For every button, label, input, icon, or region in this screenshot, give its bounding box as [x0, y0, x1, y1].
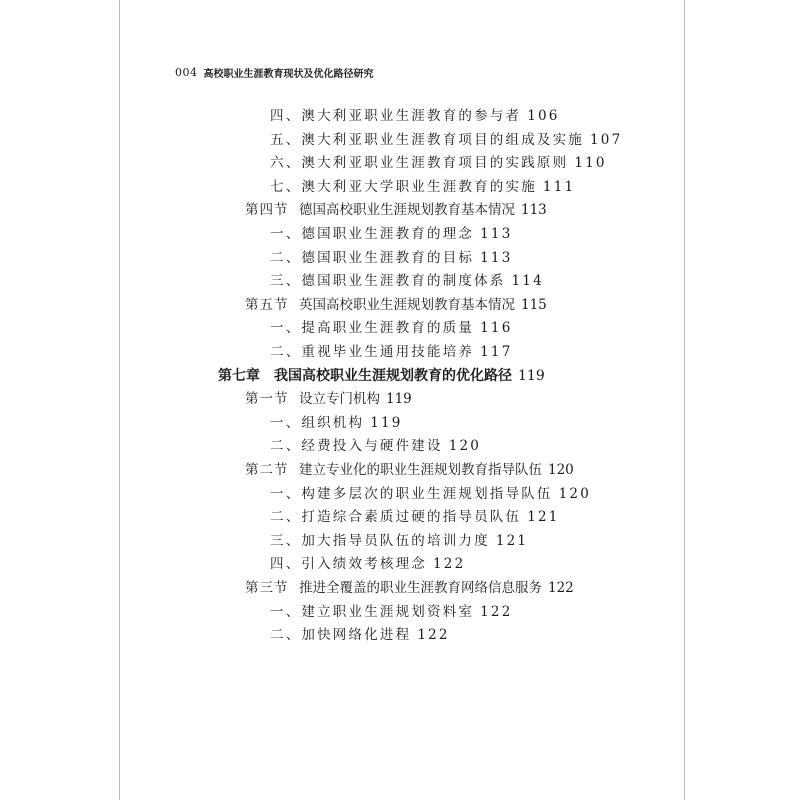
toc-entry-title: 建立职业生涯规划资料室: [301, 603, 475, 620]
toc-entry-label: 第三节: [245, 580, 289, 596]
toc-subsection-entry: [270, 341, 512, 363]
toc-entry-label: 二、: [270, 438, 302, 455]
toc-entry-page: 120: [548, 462, 574, 478]
toc-entry-title: 我国高校职业生涯规划教育的优化路径: [274, 367, 512, 384]
toc-subsection-entry: [270, 270, 544, 292]
toc-entry-title: 组织机构: [301, 414, 365, 431]
toc-chapter-entry: [218, 365, 545, 387]
toc-entry-title: 澳大利亚职业生涯教育的参与者: [301, 108, 522, 124]
toc-entry-label: 二、: [270, 627, 302, 644]
toc-entry-title: 德国职业生涯教育的理念: [301, 226, 475, 242]
toc-entry-page: 113: [521, 202, 547, 219]
toc-subsection-entry: [270, 624, 450, 646]
toc-subsection-entry: [270, 553, 465, 575]
toc-entry-label: 二、: [270, 344, 302, 360]
toc-subsection-entry: [270, 247, 512, 269]
header-page-number: 004: [175, 65, 198, 79]
toc-entry-title: 引入绩效考核理念: [301, 556, 428, 573]
toc-subsection-entry: [270, 483, 591, 505]
toc-entry-page: 113: [480, 226, 513, 242]
toc-entry-label: 一、: [270, 485, 302, 502]
toc-subsection-entry: [270, 129, 622, 151]
toc-subsection-entry: [270, 506, 560, 528]
header-book-title: 高校职业生涯教育现状及优化路径研究: [203, 68, 374, 80]
toc-section-entry: [245, 577, 574, 599]
toc-entry-label: 第二节: [245, 462, 289, 478]
toc-entry-title: 澳大利亚职业生涯教育项目的组成及实施: [301, 131, 585, 148]
toc-entry-label: 一、: [270, 226, 302, 242]
toc-subsection-entry: [270, 601, 512, 623]
toc-entry-label: 一、: [270, 320, 302, 337]
toc-entry-page: 122: [417, 627, 450, 644]
toc-entry-label: 四、: [270, 556, 302, 573]
toc-entry-page: 115: [521, 296, 547, 313]
toc-entry-title: 德国高校职业生涯规划教育基本情况: [299, 202, 515, 219]
toc-entry-page: 117: [480, 344, 513, 360]
toc-subsection-entry: [270, 435, 481, 457]
toc-entry-label: 三、: [270, 532, 302, 549]
toc-entry-page: 113: [480, 249, 513, 266]
toc-entry-title: 建立专业化的职业生涯规划教育指导队伍: [299, 462, 542, 478]
toc-entry-page: 116: [480, 320, 513, 337]
toc-entry-title: 重视毕业生通用技能培养: [301, 344, 475, 360]
toc-entry-title: 经费投入与硬件建设: [301, 438, 443, 455]
toc-subsection-entry: [270, 152, 607, 174]
toc-entry-page: 120: [558, 485, 591, 502]
toc-entry-label: 第五节: [245, 296, 289, 313]
toc-entry-page: 119: [370, 414, 403, 431]
toc-entry-label: 四、: [270, 108, 302, 124]
toc-section-entry: [245, 388, 412, 410]
toc-entry-title: 设立专门机构: [299, 391, 380, 408]
toc-entry-page: 106: [527, 108, 560, 124]
toc-entry-label: 五、: [270, 131, 302, 148]
toc-entry-title: 德国职业生涯教育的目标: [301, 249, 475, 266]
toc-section-entry: [245, 459, 574, 481]
toc-entry-page: 122: [480, 603, 513, 620]
toc-entry-page: 122: [433, 556, 466, 573]
toc-subsection-entry: [270, 412, 403, 434]
toc-entry-title: 推进全覆盖的职业生涯教育网络信息服务: [299, 580, 542, 596]
toc-entry-title: 英国高校职业生涯规划教育基本情况: [299, 296, 515, 313]
toc-entry-label: 第四节: [245, 202, 289, 219]
toc-entry-page: 121: [495, 532, 529, 549]
toc-entry-page: 107: [590, 131, 623, 148]
toc-entry-label: 二、: [270, 249, 302, 266]
toc-entry-title: 构建多层次的职业生涯规划指导队伍: [301, 485, 553, 502]
toc-subsection-entry: [270, 317, 512, 339]
toc-entry-label: 六、: [270, 155, 302, 172]
toc-entry-title: 加大指导员队伍的培训力度: [301, 532, 490, 549]
toc-entry-page: 110: [574, 155, 607, 172]
toc-subsection-entry: [270, 105, 560, 127]
toc-entry-title: 澳大利亚职业生涯教育项目的实践原则: [301, 155, 569, 172]
toc-entry-title: 打造综合素质过硬的指导员队伍: [301, 509, 522, 526]
toc-entry-page: 111: [542, 178, 576, 195]
toc-subsection-entry: [270, 530, 528, 552]
toc-entry-label: 三、: [270, 273, 302, 290]
toc-entry-label: 七、: [270, 178, 302, 195]
toc-entry-title: 加快网络化进程: [301, 627, 412, 644]
toc-subsection-entry: [270, 223, 512, 245]
toc-entry-label: 一、: [270, 603, 302, 620]
toc-subsection-entry: [270, 176, 575, 198]
toc-entry-page: 119: [386, 391, 412, 408]
toc-section-entry: [245, 294, 547, 316]
toc-entry-label: 第一节: [245, 391, 289, 408]
toc-entry-page: 121: [527, 509, 560, 526]
toc-entry-page: 114: [511, 273, 544, 290]
toc-entry-page: 119: [518, 367, 545, 384]
toc-section-entry: [245, 199, 547, 221]
toc-entry-title: 德国职业生涯教育的制度体系: [301, 273, 506, 290]
toc-entry-title: 提高职业生涯教育的质量: [301, 320, 475, 337]
toc-entry-label: 一、: [270, 414, 302, 431]
toc-entry-label: 二、: [270, 509, 302, 526]
toc-entry-page: 120: [448, 438, 482, 455]
toc-entry-title: 澳大利亚大学职业生涯教育的实施: [301, 178, 537, 195]
toc-entry-page: 122: [548, 580, 574, 596]
toc-entry-label: 第七章: [218, 367, 260, 384]
